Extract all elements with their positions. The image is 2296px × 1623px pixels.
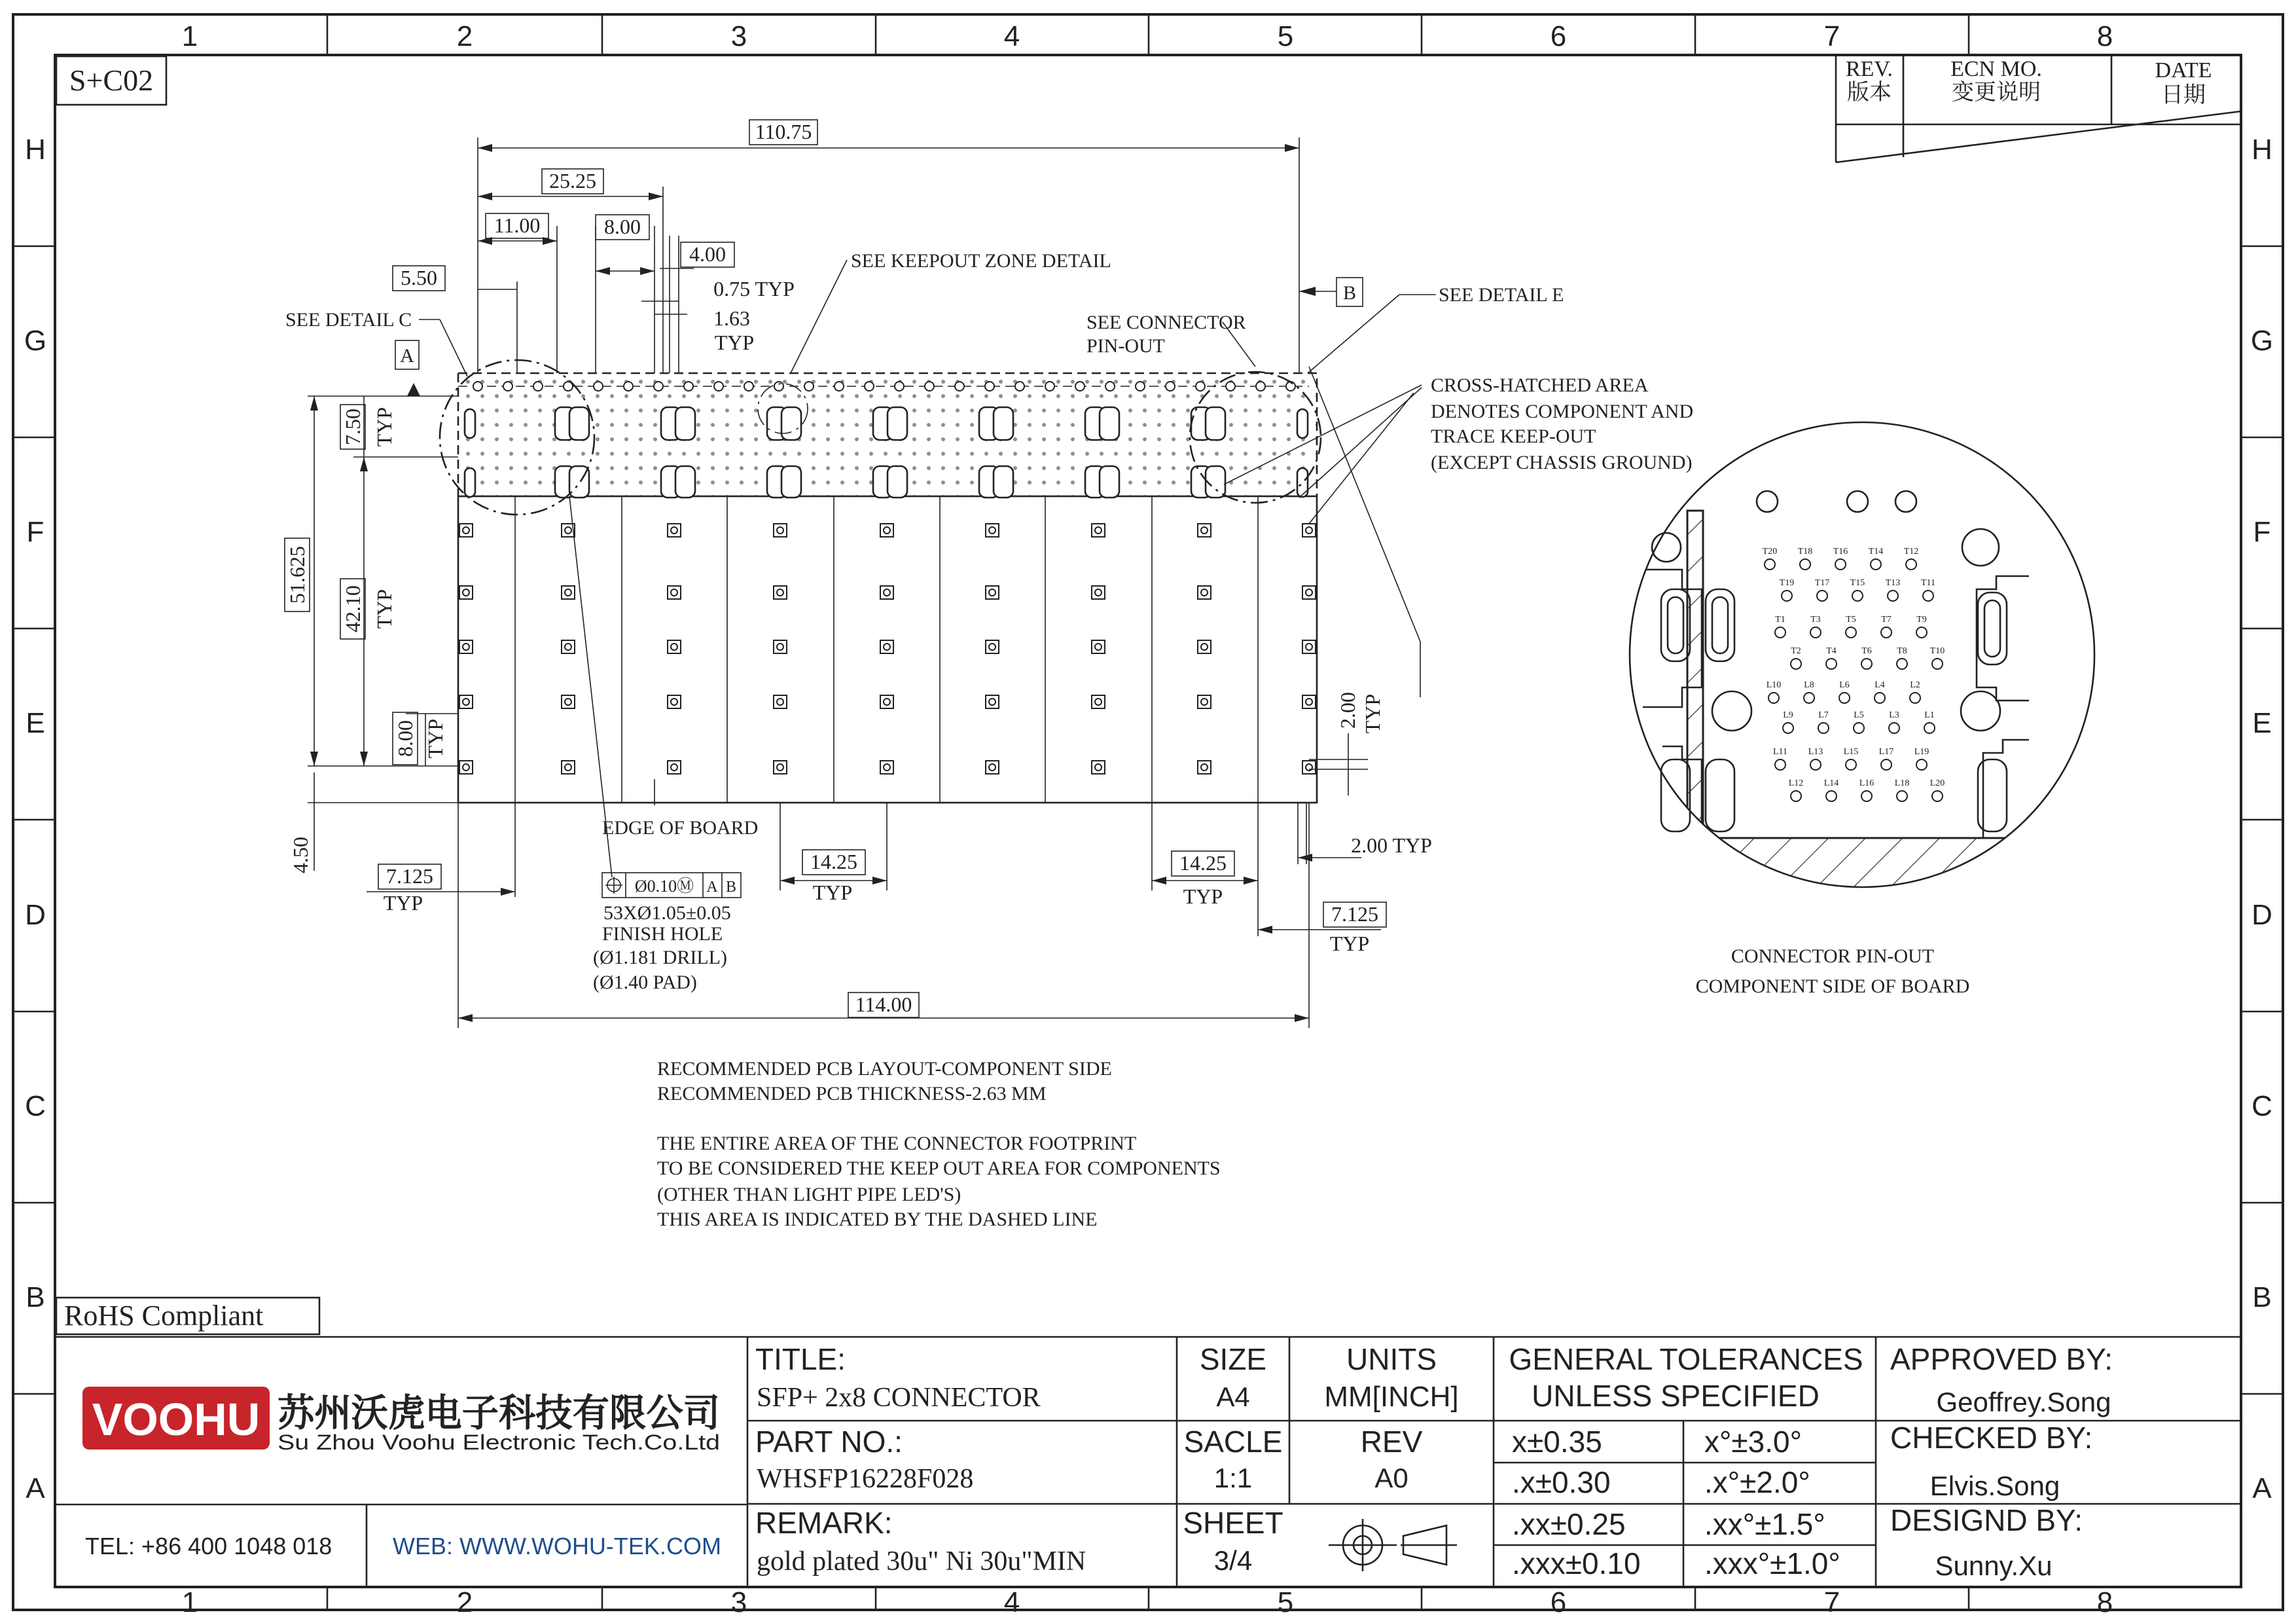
zone-row-h-right: H — [2251, 134, 2272, 166]
pinout-caption-1: CONNECTOR PIN-OUT — [1731, 945, 1935, 967]
pinout-label: T17 — [1814, 578, 1830, 588]
press-fit-hole — [1092, 586, 1105, 599]
pinout-label: L1 — [1924, 710, 1935, 720]
pinout-label: L7 — [1818, 710, 1829, 720]
zone-row-g-left: G — [24, 325, 47, 357]
pinout-hole — [1846, 627, 1856, 638]
pinout-label: L20 — [1929, 778, 1945, 788]
press-fit-hole — [986, 524, 999, 537]
zone-row-d-left: D — [25, 899, 46, 931]
tolerance-3-angular: .xx°±1.5° — [1704, 1507, 1825, 1541]
ecn-header-cn: 变更说明 — [1952, 81, 2041, 105]
top-row-hole — [744, 382, 753, 391]
press-fit-hole — [1198, 640, 1211, 653]
press-fit-hole — [668, 761, 681, 774]
pinout-label: T11 — [1920, 578, 1936, 588]
press-fit-hole — [562, 695, 575, 708]
pinout-label: T3 — [1810, 615, 1821, 625]
dim-1-63: 1.63 — [713, 306, 750, 330]
pinout-hole — [1923, 591, 1933, 601]
feature-control-frame — [602, 873, 741, 898]
rev-label: REV — [1360, 1425, 1423, 1459]
pinout-hole — [1897, 659, 1907, 669]
press-fit-hole — [986, 761, 999, 774]
pinout-hole — [1846, 759, 1856, 770]
pinout-label: T7 — [1881, 615, 1892, 625]
zone-col-3-bottom: 3 — [730, 1586, 747, 1618]
press-fit-hole — [459, 761, 473, 774]
top-row-hole — [714, 382, 723, 391]
press-fit-hole — [1302, 640, 1316, 653]
press-fit-hole — [459, 640, 473, 653]
press-fit-hole — [668, 586, 681, 599]
size-label: SIZE — [1199, 1342, 1267, 1376]
note-rec-6: THIS AREA IS INDICATED BY THE DASHED LINE — [657, 1209, 1098, 1230]
press-fit-hole — [1198, 524, 1211, 537]
press-fit-hole — [986, 640, 999, 653]
dim-7-125-left-typ: TYP — [383, 891, 423, 915]
tolerance-2-angular: .x°±2.0° — [1704, 1465, 1810, 1499]
pinout-label: L16 — [1859, 778, 1874, 788]
part-no-label: PART NO.: — [755, 1425, 903, 1459]
title-value: SFP+ 2x8 CONNECTOR — [757, 1383, 1041, 1413]
units-value: MM[INCH] — [1324, 1381, 1459, 1413]
tolerance-title-2: UNLESS SPECIFIED — [1532, 1379, 1820, 1413]
pinout-hole — [1791, 659, 1801, 669]
pinout-hole — [1871, 559, 1881, 570]
note-hole-1: 53XØ1.05±0.05 — [603, 902, 731, 924]
dim-7-125-left: 7.125 — [386, 864, 433, 888]
top-row-hole — [1075, 382, 1085, 391]
pinout-hole — [1889, 723, 1899, 733]
press-fit-hole — [880, 761, 893, 774]
note-cross-1: CROSS-HATCHED AREA — [1431, 374, 1649, 396]
pinout-label: T4 — [1826, 646, 1837, 656]
rohs-text: RoHS Compliant — [64, 1300, 264, 1332]
datum-a-label: A — [400, 345, 414, 367]
pinout-label: L11 — [1772, 747, 1788, 757]
top-row-hole — [1196, 382, 1205, 391]
zone-col-4-bottom: 4 — [1003, 1586, 1020, 1618]
press-fit-hole — [880, 586, 893, 599]
press-fit-hole — [986, 586, 999, 599]
pinout-label: T15 — [1850, 578, 1865, 588]
dim-4-00: 4.00 — [689, 242, 726, 266]
projection-symbol-icon — [1329, 1519, 1457, 1571]
pinout-label: T19 — [1779, 578, 1795, 588]
datum-b-label: B — [1342, 282, 1357, 304]
top-row-hole — [955, 382, 964, 391]
pinout-label: T16 — [1833, 547, 1848, 556]
dim-42-10: 42.10 — [341, 585, 365, 632]
leader-lines — [419, 260, 1436, 877]
pinout-detail — [1630, 422, 2094, 997]
top-row-hole — [1226, 382, 1235, 391]
approved-label: APPROVED BY: — [1890, 1342, 2113, 1376]
pinout-hole — [1765, 559, 1775, 570]
note-cross-4: (EXCEPT CHASSIS GROUND) — [1431, 452, 1693, 473]
press-fit-hole — [1198, 586, 1211, 599]
pinout-holes — [1763, 547, 1945, 801]
pinout-label: T12 — [1903, 547, 1919, 556]
note-cross-2: DENOTES COMPONENT AND — [1431, 401, 1694, 422]
pinout-label: L4 — [1874, 680, 1885, 690]
dim-51-625: 51.625 — [285, 546, 309, 604]
pinout-hole — [1881, 759, 1892, 770]
press-fit-hole — [1092, 761, 1105, 774]
press-fit-hole — [880, 524, 893, 537]
pinout-hole — [1906, 559, 1916, 570]
top-row-hole — [895, 382, 904, 391]
pinout-label: L8 — [1804, 680, 1814, 690]
scale-label: SACLE — [1183, 1425, 1283, 1459]
top-row-hole — [925, 382, 934, 391]
pinout-label: T6 — [1861, 646, 1872, 656]
zone-row-a-left: A — [26, 1472, 45, 1504]
zone-row-c-right: C — [2251, 1090, 2272, 1122]
press-fit-hole — [986, 695, 999, 708]
pinout-hole — [1810, 627, 1821, 638]
rev-value: A0 — [1374, 1463, 1408, 1493]
note-see-connector-1: SEE CONNECTOR — [1086, 312, 1246, 333]
pinout-hole — [1888, 591, 1898, 601]
company-name-en: Su Zhou Voohu Electronic Tech.Co.Ltd — [278, 1431, 720, 1454]
press-fit-hole — [880, 640, 893, 653]
units-label: UNITS — [1346, 1342, 1437, 1376]
pinout-label: T5 — [1846, 615, 1856, 625]
press-fit-hole — [668, 524, 681, 537]
pinout-hole — [1791, 791, 1801, 801]
dim-1-63-typ: TYP — [714, 331, 755, 354]
zone-row-b-left: B — [26, 1281, 45, 1313]
pinout-hole — [1775, 759, 1785, 770]
designed-label: DESIGND BY: — [1890, 1503, 2083, 1537]
pinout-hole — [1835, 559, 1846, 570]
top-row-hole — [985, 382, 994, 391]
pinout-label: T20 — [1762, 547, 1778, 556]
dim-2-00-vertical-typ: TYP — [1361, 693, 1384, 734]
press-fit-hole — [1092, 640, 1105, 653]
press-fit-hole — [562, 640, 575, 653]
part-no-value: WHSFP16228F028 — [757, 1464, 974, 1494]
dim-7-50: 7.50 — [341, 409, 365, 445]
dim-8-00: 8.00 — [604, 215, 641, 238]
size-value: A4 — [1216, 1381, 1250, 1412]
approved-value: Geoffrey.Song — [1936, 1387, 2111, 1417]
pinout-hole — [1818, 723, 1829, 733]
zone-row-d-right: D — [2251, 899, 2272, 931]
fcf-datum-b: B — [725, 879, 737, 896]
tolerance-4-angular: .xxx°±1.0° — [1704, 1546, 1840, 1580]
pinout-label: T8 — [1897, 646, 1907, 656]
pinout-hole — [1839, 693, 1850, 703]
zone-col-7-top: 7 — [1823, 20, 1840, 52]
fcf-tolerance: Ø0.10Ⓜ — [634, 877, 694, 896]
pinout-hole — [1826, 659, 1837, 669]
pinout-hole — [1783, 723, 1793, 733]
note-edge-of-board: EDGE OF BOARD — [602, 817, 759, 839]
dim-11-00: 11.00 — [493, 213, 541, 237]
zone-col-3-top: 3 — [730, 20, 747, 52]
pinout-hole — [1817, 591, 1827, 601]
revision-block — [1836, 55, 2241, 162]
pinout-hole — [1810, 759, 1821, 770]
pinout-label: L3 — [1889, 710, 1899, 720]
press-fit-hole — [562, 586, 575, 599]
press-fit-hole — [1302, 761, 1316, 774]
zone-row-e-right: E — [2252, 707, 2272, 739]
pinout-label: L17 — [1878, 747, 1894, 757]
title-label: TITLE: — [755, 1342, 846, 1376]
press-fit-hole — [562, 761, 575, 774]
zone-labels — [24, 20, 2273, 1618]
pinout-hole — [1924, 723, 1935, 733]
date-header: DATE — [2155, 58, 2212, 82]
pinout-label: L15 — [1843, 747, 1859, 757]
company-logo — [82, 1387, 270, 1450]
top-row-hole — [834, 382, 844, 391]
pinout-label: T10 — [1929, 646, 1945, 656]
note-rec-5: (OTHER THAN LIGHT PIPE LED'S) — [657, 1184, 961, 1205]
pinout-hole — [1932, 791, 1943, 801]
top-row-hole — [804, 382, 814, 391]
dim-14-25-left-typ: TYP — [812, 881, 853, 904]
press-fit-hole — [1092, 524, 1105, 537]
pinout-label: T1 — [1775, 615, 1785, 625]
zone-row-b-right: B — [2252, 1281, 2272, 1313]
pinout-hole — [1852, 591, 1863, 601]
tolerance-1-linear: x±0.35 — [1512, 1425, 1602, 1459]
top-row-hole — [1105, 382, 1115, 391]
zone-row-f-left: F — [26, 516, 45, 548]
remark-label: REMARK: — [755, 1506, 893, 1540]
pinout-hole — [1932, 659, 1943, 669]
press-fit-hole — [459, 695, 473, 708]
zone-col-1-bottom: 1 — [181, 1586, 198, 1618]
pinout-hole — [1910, 693, 1920, 703]
note-rec-4: TO BE CONSIDERED THE KEEP OUT AREA FOR COMPONENTS — [657, 1158, 1221, 1179]
pinout-label: L10 — [1766, 680, 1782, 690]
zone-row-f-right: F — [2253, 516, 2271, 548]
note-hole-2: FINISH HOLE — [602, 923, 723, 945]
dim-5-50: 5.50 — [401, 266, 437, 289]
press-fit-hole — [1302, 586, 1316, 599]
note-cross-3: TRACE KEEP-OUT — [1431, 426, 1596, 447]
press-fit-hole — [774, 695, 787, 708]
tolerance-2-linear: .x±0.30 — [1512, 1465, 1611, 1499]
rev-header-cn: 版本 — [1847, 81, 1892, 105]
rohs-box — [56, 1298, 319, 1334]
sheet-label: SHEET — [1183, 1506, 1283, 1540]
pinout-hole — [1854, 723, 1864, 733]
company-tel: TEL: +86 400 1048 018 — [85, 1533, 332, 1559]
logo-text: VOOHU — [92, 1394, 260, 1445]
pinout-hole — [1861, 659, 1872, 669]
sheet-tag-text: S+C02 — [69, 64, 154, 97]
press-fit-hole — [1198, 695, 1211, 708]
dim-14-25-right-typ: TYP — [1183, 884, 1223, 908]
scale-value: 1:1 — [1213, 1463, 1253, 1493]
zone-col-4-top: 4 — [1003, 20, 1020, 52]
dim-4-50: 4.50 — [289, 837, 312, 873]
press-fit-hole — [459, 586, 473, 599]
pinout-caption-2: COMPONENT SIDE OF BOARD — [1695, 976, 1970, 997]
press-fit-hole — [774, 524, 787, 537]
pinout-hole — [1782, 591, 1792, 601]
top-row-hole — [1015, 382, 1024, 391]
pinout-label: L14 — [1823, 778, 1839, 788]
top-row-hole — [684, 382, 693, 391]
dim-42-10-typ: TYP — [372, 589, 396, 629]
zone-col-6-top: 6 — [1550, 20, 1567, 52]
top-row-hole — [503, 382, 512, 391]
dim-14-25-right: 14.25 — [1179, 851, 1227, 875]
dim-8-00-vertical: 8.00 — [393, 720, 417, 757]
zone-row-c-left: C — [25, 1090, 46, 1122]
top-row-hole — [774, 382, 783, 391]
press-fit-hole — [774, 586, 787, 599]
pcb-footprint — [440, 360, 1321, 803]
pinout-label: T14 — [1868, 547, 1884, 556]
press-fit-hole — [459, 524, 473, 537]
top-row-hole — [1166, 382, 1175, 391]
sheet-value: 3/4 — [1213, 1545, 1253, 1576]
top-row-hole — [624, 382, 633, 391]
pinout-label: T2 — [1791, 646, 1801, 656]
top-row-hole — [1136, 382, 1145, 391]
dim-8-00-typ: TYP — [423, 718, 447, 759]
pinout-hole — [1916, 759, 1927, 770]
pinout-hole — [1874, 693, 1885, 703]
pinout-label: L19 — [1914, 747, 1929, 757]
pinout-label: T13 — [1885, 578, 1901, 588]
zone-col-1-top: 1 — [181, 20, 198, 52]
pinout-hole — [1916, 627, 1927, 638]
press-fit-hole — [668, 695, 681, 708]
fcf-datum-a: A — [706, 879, 718, 896]
pinout-hole — [1775, 627, 1785, 638]
zone-row-h-left: H — [25, 134, 46, 166]
note-rec-1: RECOMMENDED PCB LAYOUT-COMPONENT SIDE — [657, 1058, 1112, 1080]
checked-label: CHECKED BY: — [1890, 1421, 2093, 1455]
remark-value: gold plated 30u" Ni 30u"MIN — [757, 1546, 1086, 1577]
top-row-hole — [865, 382, 874, 391]
pinout-label: L13 — [1808, 747, 1823, 757]
sheet-tag — [56, 56, 166, 105]
top-row-hole — [533, 382, 543, 391]
pinout-hole — [1800, 559, 1810, 570]
pinout-label: L6 — [1839, 680, 1850, 690]
press-fit-hole — [1198, 761, 1211, 774]
top-row-hole — [594, 382, 603, 391]
zone-col-6-bottom: 6 — [1550, 1586, 1567, 1618]
press-fit-hole — [1092, 695, 1105, 708]
ecn-header: ECN MO. — [1950, 57, 2042, 81]
company-web: WEB: WWW.WOHU-TEK.COM — [393, 1533, 721, 1559]
dim-114-00: 114.00 — [855, 993, 912, 1016]
press-fit-hole — [774, 761, 787, 774]
pinout-label: L12 — [1788, 778, 1804, 788]
dim-2-00-typ: 2.00 TYP — [1351, 833, 1432, 857]
dim-7-125-right-typ: TYP — [1329, 932, 1370, 955]
note-see-connector-2: PIN-OUT — [1086, 335, 1165, 357]
note-rec-3: THE ENTIRE AREA OF THE CONNECTOR FOOTPRINT — [657, 1133, 1137, 1154]
zone-row-g-right: G — [2250, 325, 2274, 357]
zone-col-2-bottom: 2 — [456, 1586, 473, 1618]
note-see-detail-e: SEE DETAIL E — [1439, 284, 1564, 306]
zone-col-5-bottom: 5 — [1277, 1586, 1294, 1618]
top-row-hole — [473, 382, 482, 391]
general-notes — [657, 1058, 1221, 1230]
tolerance-4-linear: .xxx±0.10 — [1512, 1546, 1641, 1580]
press-fit-hole — [1302, 695, 1316, 708]
dim-25-25: 25.25 — [549, 169, 596, 192]
pinout-label: L2 — [1910, 680, 1920, 690]
company-name-cn: 苏州沃虎电子科技有限公司 — [278, 1392, 720, 1434]
pinout-hole — [1861, 791, 1872, 801]
pinout-label: L18 — [1894, 778, 1910, 788]
zone-col-7-bottom: 7 — [1823, 1586, 1840, 1618]
pinout-hole — [1897, 791, 1907, 801]
press-fit-hole — [880, 695, 893, 708]
rev-header: REV. — [1845, 57, 1893, 81]
note-see-keepout: SEE KEEPOUT ZONE DETAIL — [851, 250, 1111, 272]
pinout-label: T18 — [1797, 547, 1813, 556]
zone-row-e-left: E — [26, 707, 45, 739]
pinout-label: T9 — [1916, 615, 1927, 625]
note-rec-2: RECOMMENDED PCB THICKNESS-2.63 MM — [657, 1083, 1047, 1104]
zone-col-8-bottom: 8 — [2096, 1586, 2113, 1618]
top-row-hole — [654, 382, 663, 391]
top-row-hole — [1045, 382, 1054, 391]
note-see-detail-c: SEE DETAIL C — [285, 309, 412, 331]
zone-col-5-top: 5 — [1277, 20, 1294, 52]
note-hole-4: (Ø1.40 PAD) — [593, 972, 697, 993]
pinout-hole — [1768, 693, 1779, 703]
dim-7-50-typ: TYP — [372, 407, 396, 447]
tolerance-3-linear: .xx±0.25 — [1512, 1507, 1626, 1541]
pinout-label: L9 — [1783, 710, 1793, 720]
dim-7-125-right: 7.125 — [1331, 902, 1378, 926]
tolerance-1-angular: x°±3.0° — [1704, 1425, 1802, 1459]
top-row-hole — [1256, 382, 1265, 391]
dim-0-75-typ: 0.75 TYP — [713, 277, 795, 301]
pinout-hole — [1804, 693, 1814, 703]
zone-row-a-right: A — [2252, 1472, 2272, 1504]
pinout-label: L5 — [1854, 710, 1864, 720]
zone-col-2-top: 2 — [456, 20, 473, 52]
pinout-hole — [1881, 627, 1892, 638]
date-header-cn: 日期 — [2161, 83, 2206, 107]
dim-2-00: 2.00 — [1336, 692, 1359, 729]
checked-value: Elvis.Song — [1929, 1470, 2060, 1501]
tolerance-title-1: GENERAL TOLERANCES — [1509, 1342, 1863, 1376]
pinout-hole — [1826, 791, 1837, 801]
press-fit-hole — [1302, 524, 1316, 537]
dim-110-75: 110.75 — [755, 120, 812, 143]
callout-notes — [285, 250, 1693, 993]
press-fit-hole — [668, 640, 681, 653]
note-hole-3: (Ø1.181 DRILL) — [593, 947, 727, 968]
dim-14-25-left: 14.25 — [810, 850, 857, 873]
designed-value: Sunny.Xu — [1935, 1550, 2053, 1581]
zone-col-8-top: 8 — [2096, 20, 2113, 52]
press-fit-hole — [774, 640, 787, 653]
